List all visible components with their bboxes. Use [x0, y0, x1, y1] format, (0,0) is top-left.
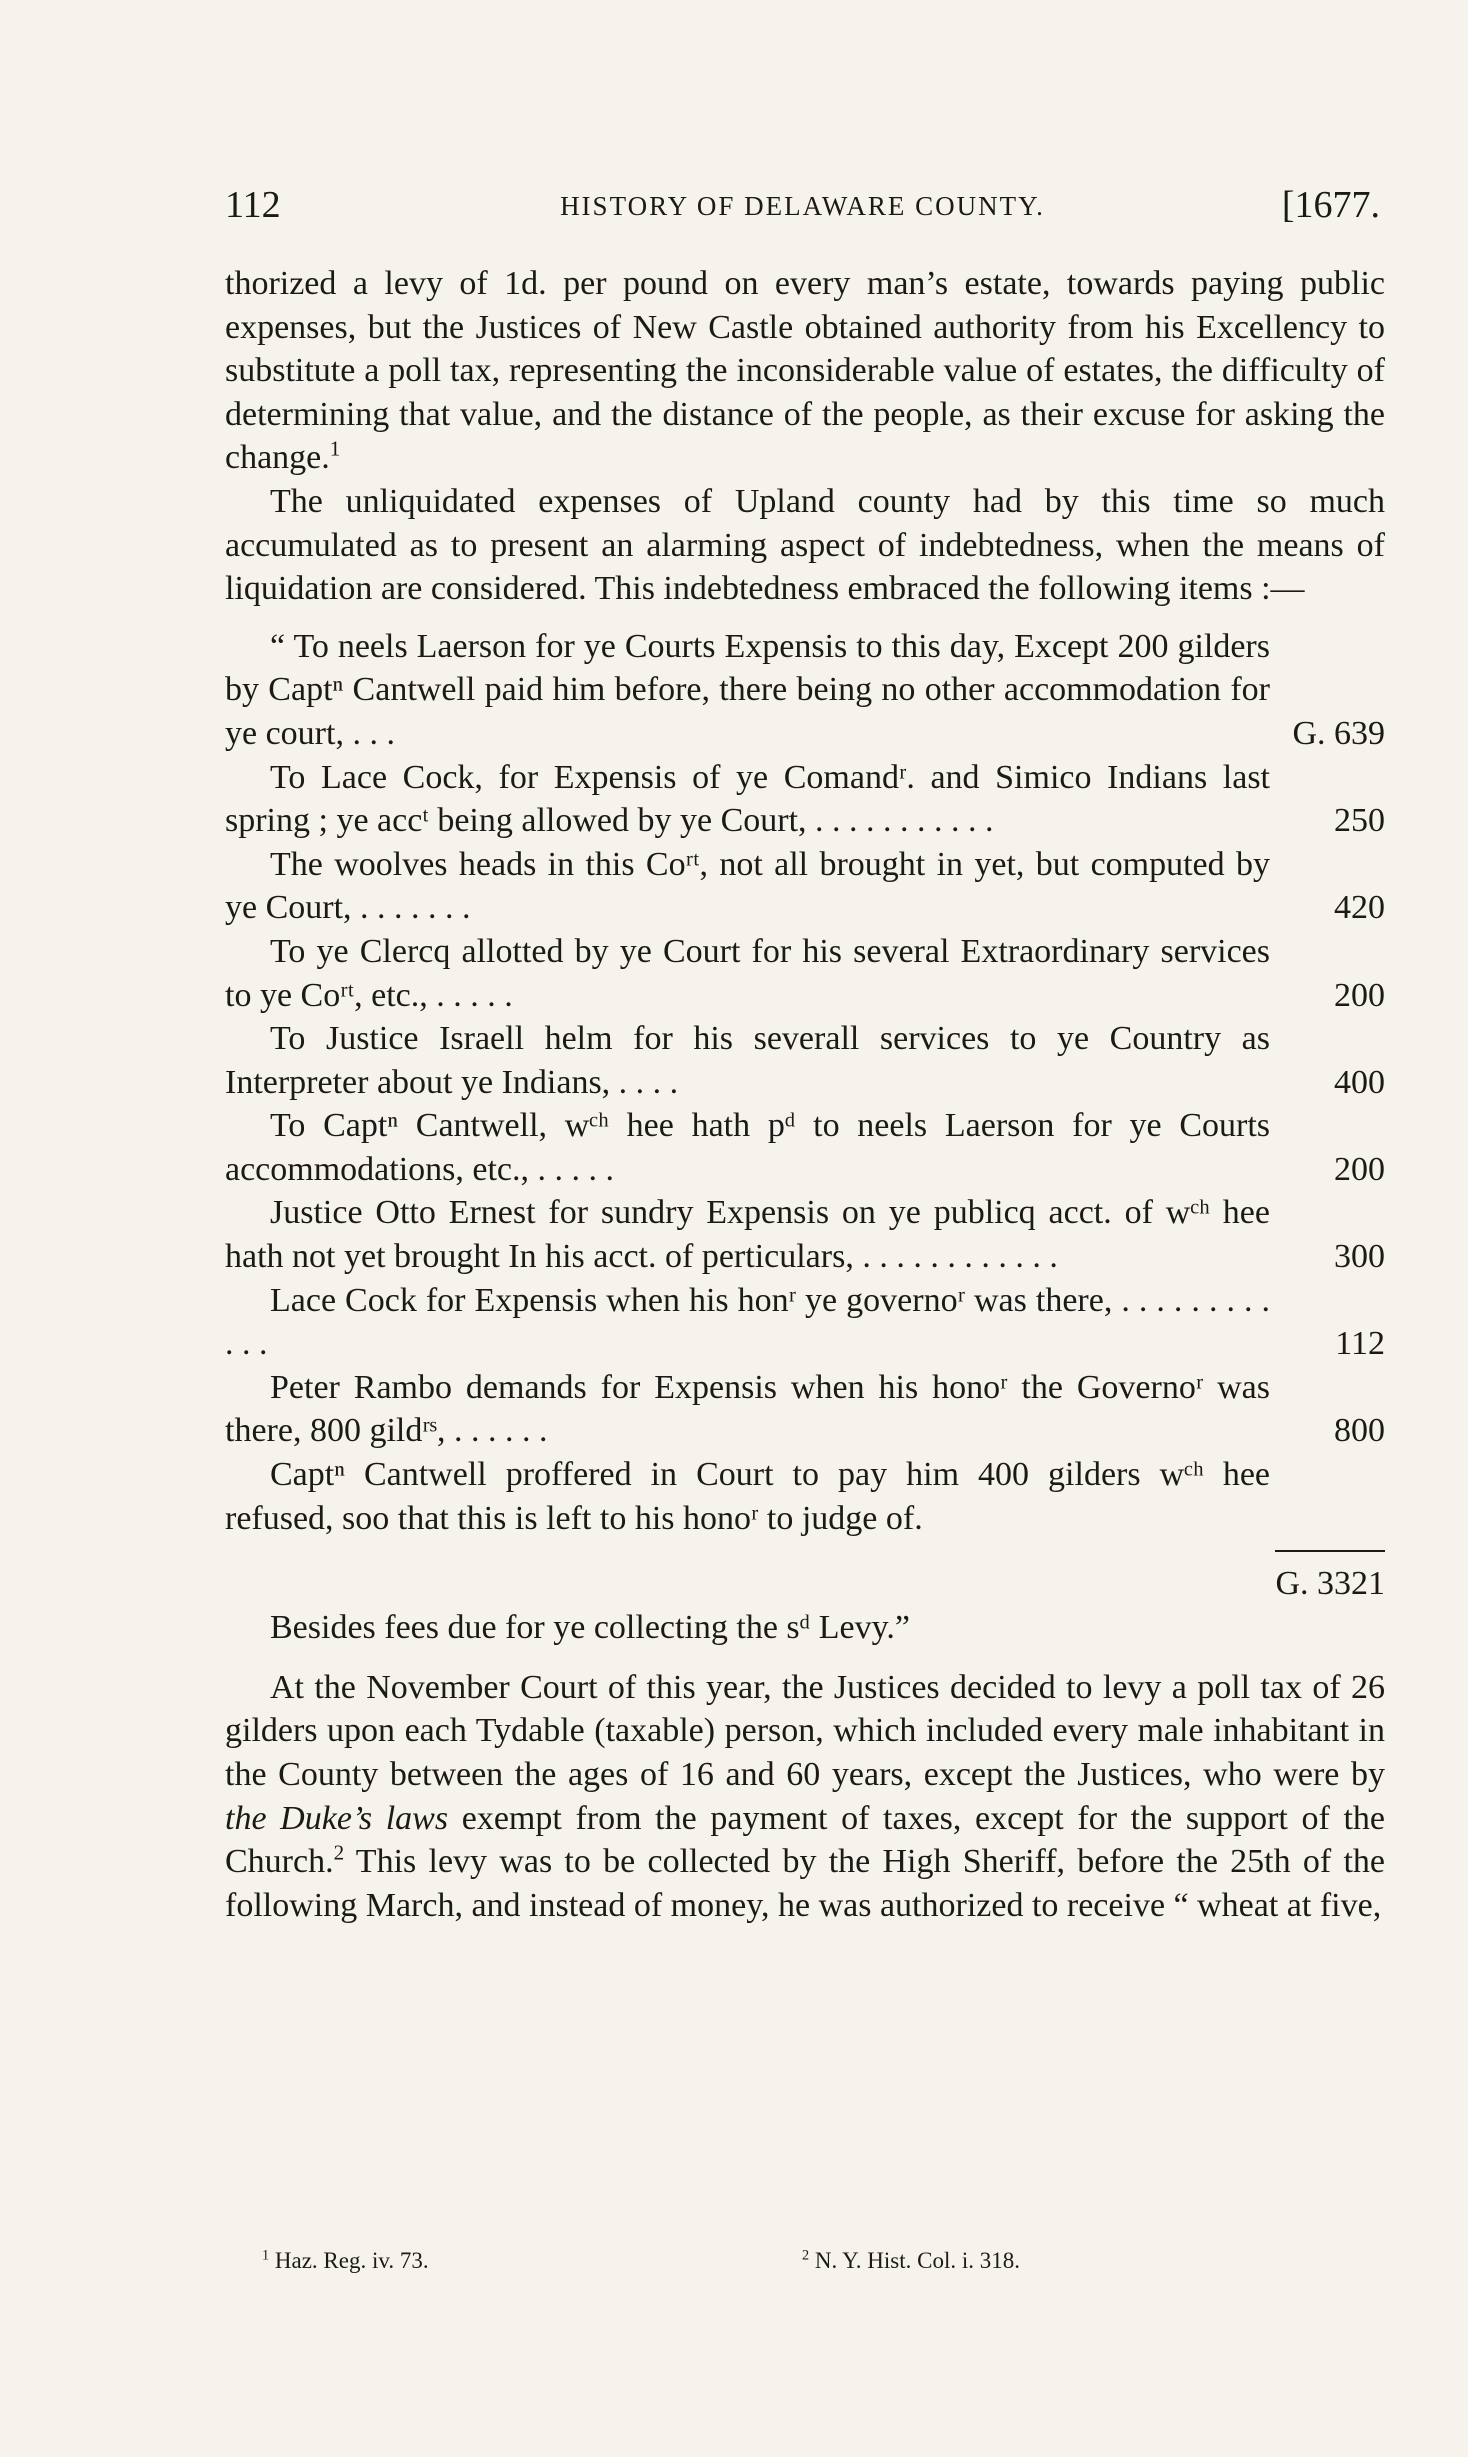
- paragraph-indebtedness: The unliquidated expenses of Upland county had by this time so much accumulated as to present an alarming aspect of indebtedness, when the means of liquidation are considered. This indebtedness embraced the following items :—: [225, 482, 1385, 608]
- ledger-sum-rule-row: [225, 1540, 1385, 1562]
- ledger-entry: [225, 843, 1385, 930]
- ledger-entry-amount: 200: [1334, 1150, 1385, 1188]
- ledger-entry-amount: 112: [1335, 1325, 1385, 1363]
- ledger-entry: [225, 1191, 1385, 1278]
- ledger: [225, 625, 1385, 1650]
- ledger-sum-rule: [1275, 1550, 1385, 1552]
- footnote-1-mark: 1: [262, 2247, 270, 2264]
- ledger-entry-text: Captⁿ Cantwell proffered in Court to pay him 400 gilders wᶜʰ hee refused, soo that this is left to his honoʳ to judge of.: [225, 1456, 1270, 1537]
- ledger-entry-amount: 200: [1334, 976, 1385, 1014]
- paragraph-levy: [225, 262, 1385, 480]
- paragraph-poll-tax: [225, 1666, 1385, 1928]
- ledger-entry-text: To Justice Israell helm for his severall services to ye Country as Interpreter about ye Indians, . . . .: [225, 1020, 1270, 1101]
- ledger-entry-text: To ye Clercq allotted by ye Court for his several Extraordinary services to ye Coʳᵗ, etc., . . . . .: [225, 932, 1270, 1014]
- ledger-entry: [225, 1453, 1385, 1540]
- ledger-entry: [225, 930, 1385, 1017]
- ledger-entry-amount: 300: [1334, 1238, 1385, 1276]
- ledger-entry: [225, 625, 1385, 756]
- ledger-entry: [225, 1017, 1385, 1104]
- body-text: [225, 262, 1385, 1927]
- footnote-2: [802, 2248, 1020, 2274]
- footnote-ref-1: 1: [329, 437, 341, 462]
- ledger-entry-text: Lace Cock for Expensis when his honʳ ye governoʳ was there, . . . . . . . . . . . .: [225, 1281, 1270, 1363]
- ledger-entry-amount: 250: [1334, 802, 1385, 840]
- ledger-total: G. 3321: [1275, 1565, 1385, 1603]
- dukes-laws-italic: the Duke’s laws: [225, 1799, 449, 1837]
- footnote-2-text: N. Y. Hist. Col. i. 318.: [814, 2248, 1020, 2273]
- ledger-entry-amount: 400: [1334, 1063, 1385, 1101]
- poll-tax-text-b: exempt from the payment of taxes, except for the support of the Church.: [225, 1799, 1385, 1881]
- ledger-entry-amount: G. 639: [1292, 714, 1385, 752]
- ledger-entry-text: Justice Otto Ernest for sundry Expensis on ye publicq acct. of wᶜʰ hee hath not yet brought In his acct. of perticulars, . . . . . . . . . . . .: [225, 1194, 1270, 1276]
- ledger-entry: [225, 1104, 1385, 1191]
- ledger-entry-text: To Captⁿ Cantwell, wᶜʰ hee hath pᵈ to neels Laerson for ye Courts accommodations, etc., . . . . .: [225, 1107, 1270, 1188]
- ledger-closing: Besides fees due for ye collecting the sᵈ Levy.”: [270, 1609, 910, 1647]
- header-year: [1677.: [1281, 184, 1380, 226]
- ledger-entry: [225, 756, 1385, 843]
- footnote-1-text: Haz. Reg. iv. 73.: [274, 2248, 429, 2273]
- ledger-entry-amount: 800: [1334, 1412, 1385, 1450]
- ledger-entry-text: The woolves heads in this Coʳᵗ, not all brought in yet, but computed by ye Court, . . . . . . .: [225, 845, 1270, 927]
- ledger-entry-text: “ To neels Laerson for ye Courts Expensis to this day, Except 200 gilders by Captⁿ Cantwell paid him before, there being no other accommodation for ye court, . . .: [225, 627, 1270, 752]
- paragraph-levy-text: thorized a levy of 1d. per pound on every man’s estate, towards paying public expenses, but the Justices of New Castle obtained authority from his Excellency to substitute a poll tax, representing the inconsiderable value of estates, the difficulty of determining that value, and the distance of the people, as their excuse for asking the change.: [225, 265, 1385, 477]
- running-title: HISTORY OF DELAWARE COUNTY.: [560, 191, 1045, 221]
- poll-tax-text-c: This levy was to be collected by the High Sheriff, before the 25th of the following March, and instead of money, he was authorized to receive “ wheat at five,: [225, 1843, 1386, 1924]
- poll-tax-text-a: At the November Court of this year, the Justices decided to levy a poll tax of 26 gilders upon each Tydable (taxable) person, which included every male inhabitant in the County between the ages of 16 and 60 years, except the Justices, who were by: [225, 1668, 1385, 1793]
- ledger-entry-text: To Lace Cock, for Expensis of ye Comandʳ. and Simico Indians last spring ; ye accᵗ being allowed by ye Court, . . . . . . . . . . .: [225, 758, 1270, 840]
- page-number: 112: [225, 184, 281, 226]
- running-header: [225, 183, 1380, 239]
- footnote-1: [262, 2248, 429, 2274]
- ledger-entry-amount: 420: [1334, 889, 1385, 927]
- footnote-2-mark: 2: [802, 2247, 810, 2264]
- footnote-ref-2: 2: [333, 1840, 345, 1865]
- ledger-entry-text: Peter Rambo demands for Expensis when his honoʳ the Governoʳ was there, 800 gildʳˢ, . . . . . .: [225, 1368, 1270, 1450]
- ledger-entry: [225, 1279, 1385, 1366]
- ledger-entry: [225, 1366, 1385, 1453]
